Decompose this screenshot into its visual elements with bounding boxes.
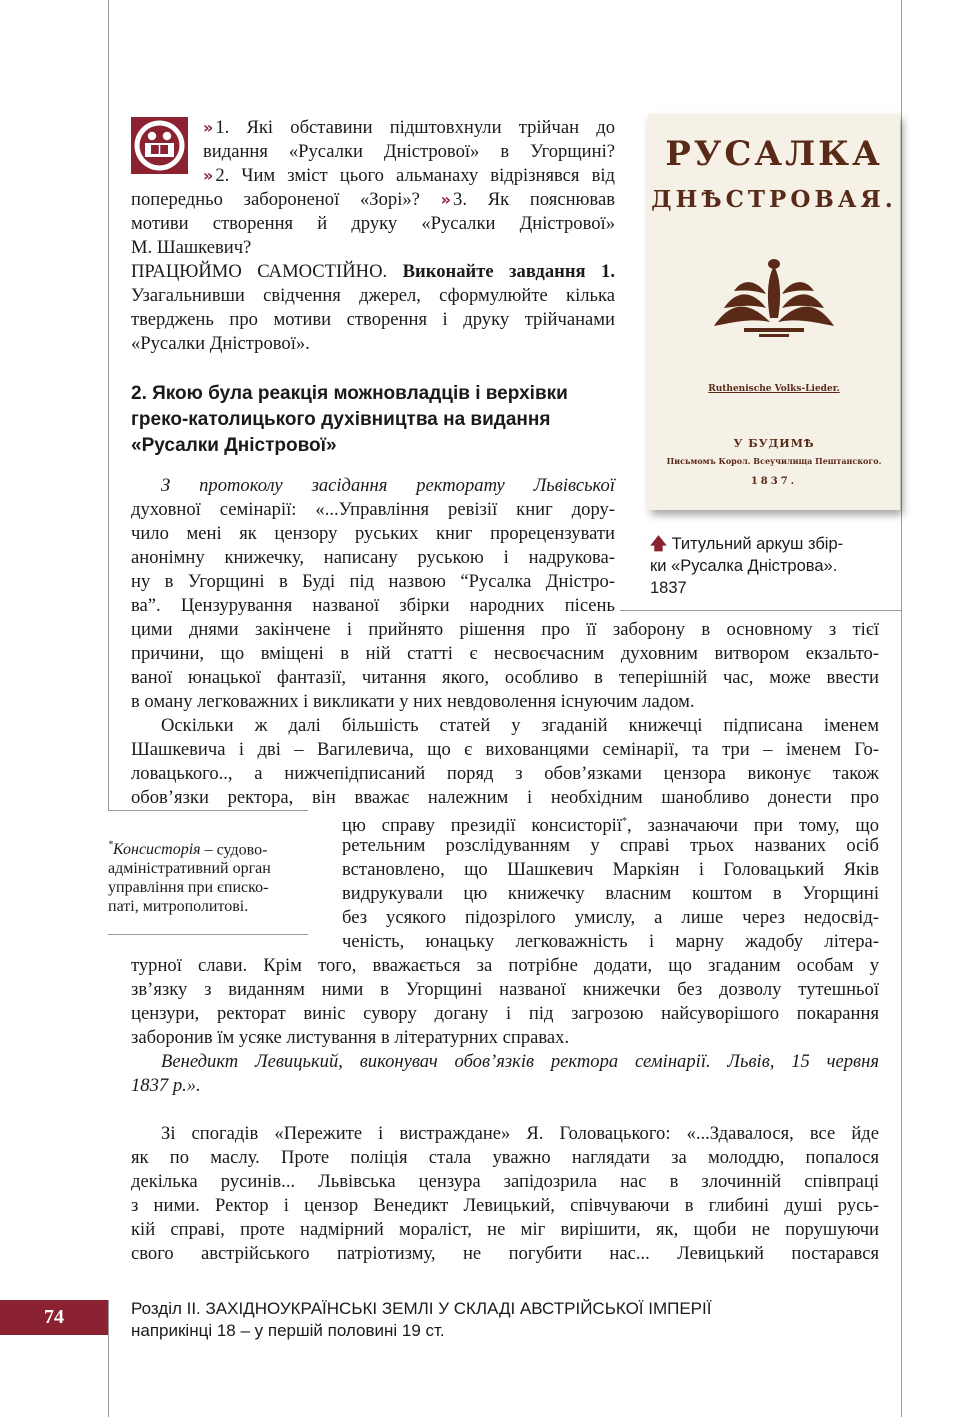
protocol-wide-line-1: цими днями закінчене і прийнято рішення про її заборону в основному з тієї [131, 619, 879, 640]
figure-caption [650, 533, 880, 599]
caption-line-1: Титульний аркуш збір- [671, 535, 844, 553]
protocol-wide [131, 618, 879, 810]
arrow-icon: » [203, 118, 212, 137]
protocol-right-line-6: ченість, юнацьку легковажність і марну жадобу літера- [342, 931, 879, 952]
footer-line-2: наприкінці 18 – у першій половині 19 ст. [131, 1321, 445, 1340]
caption-line-3: 1837 [650, 579, 687, 597]
protocol-right-line-2: ретельним розслідуванням у справі трьох названих осіб [342, 835, 879, 856]
footnote-line-3: управління при єписко- [108, 879, 269, 897]
question-1-line-1: 1. Які обставини підштовхнули трійчан до [215, 117, 615, 138]
memoir-line-1: Зі спогадів «Пережите і вистраждане» Я. Головацького: «...Здавалося, все йде [161, 1123, 879, 1144]
question-2-line-2: попередньо забороненої «Зорі»? [131, 189, 420, 210]
heading-line-2: греко-католицького духівництва на видання [131, 409, 551, 430]
heading-line-3: «Русалки Дністрової» [131, 435, 337, 456]
protocol-wide-line-6: Шашкевича і дві – Вагилевича, що є вихованцями семінарії, та три – іменем Го- [131, 739, 879, 760]
task-bold: Виконайте завдання 1. [402, 261, 615, 282]
footnote-divider-bottom [108, 934, 308, 935]
memoir-line-2: як по маслу. Проте поліція стала уважно наглядати за молоддю, попалося [131, 1147, 879, 1168]
protocol-line-3: чило мені як цензору руських книг прорецензувати [131, 523, 615, 544]
protocol-right [342, 810, 879, 954]
protocol-wide2-line-1: турної слави. Крім того, вважається за потрібне додати, що згаданим особам у [131, 955, 879, 976]
footnote-line-2: адміністративний орган [108, 860, 271, 878]
protocol-line-4: анонімну книжечку, написану руською і надрукова- [131, 547, 615, 568]
cover-subtitle: ДНѢСТРОВАЯ. [651, 186, 897, 213]
left-margin-line [108, 0, 109, 810]
footer-line-1: Розділ ІІ. ЗАХІДНОУКРАЇНСЬКІ ЗЕМЛІ У СКЛАДІ АВСТРІЙСЬКОЇ ІМПЕРІЇ [131, 1299, 712, 1318]
protocol-wide-line-4: в оману легковажних і викликати у них невдоволення існуючим ладом. [131, 691, 695, 712]
arrow-icon: » [203, 166, 212, 185]
memoir-line-5: кій справі, проте надмірний мораліст, не міг вирішити, як, щоби не порушуючи [131, 1219, 879, 1240]
protocol-right-line-4: видрукували цю книжечку власним коштом в Угорщині [342, 883, 879, 904]
running-footer [131, 1298, 891, 1342]
protocol-wide2-line-2: зв’язку з виданням ними в Угорщині названої книжечки без дозволу тутешньої [131, 979, 879, 1000]
memoir-line-3: декілька русинів... Львівська цензура запідозрила нас в злочинній співпраці [131, 1171, 879, 1192]
memoir [131, 1122, 879, 1266]
protocol-wide2-line-4: заборонив їм усяке листування в літературних справах. [131, 1027, 570, 1048]
protocol-right-line-5: без усякого підозрілого умислу, а лише через недосвід- [342, 907, 879, 928]
signature-line-2: 1837 р.». [131, 1075, 201, 1096]
signature-line-1: Венедикт Левицький, виконувач обов’язків ректора семінарії. Львів, 15 червня [161, 1051, 879, 1072]
arrow-up-icon: 🡅 [650, 535, 667, 553]
task-line-1: Узагальнивши свідчення джерел, сформулюйте кілька [131, 285, 615, 306]
right-margin-line [901, 0, 902, 1417]
left-margin-line-bottom [108, 1300, 109, 1417]
lyre-ornament [704, 256, 844, 346]
protocol-wide-2 [131, 954, 879, 1098]
cover-title: РУСАЛКА [665, 134, 883, 174]
title-page-image [648, 114, 900, 510]
memoir-line-6: свого австрійського патріотизму, не погубити нас... Левицький постарався [131, 1243, 879, 1264]
protocol-right-line-3: встановлено, що Шашкевич Маркіян і Головацький Яків [342, 859, 879, 880]
protocol-wide2-line-3: цензури, ректорат виніс сувору догану і під загрозою найсуворішого покарання [131, 1003, 879, 1024]
protocol-line-1: З протоколу засідання ректорату Львівської [161, 475, 615, 496]
footnote [108, 836, 308, 916]
caption-divider [620, 610, 901, 611]
footnote-divider-top [108, 810, 308, 811]
footnote-line-1: *Консисторія – судово- [108, 840, 268, 859]
protocol-wide-line-2: причини, що вміщені в ній статті є несвоєчасним духовним витвором екзальто- [131, 643, 879, 664]
task-block [131, 260, 615, 356]
protocol-line-6: ва”. Цензурування названої збірки народних пісень [131, 595, 615, 616]
cover-city: У БУДИМѢ [733, 437, 815, 450]
cover-printer: Письмомъ Корол. Всеучилища Пештанского. [666, 456, 882, 466]
protocol-wide-line-3: ваної юнацької фантазії, читання якого, особливо в теперішній час, може ввести [131, 667, 879, 688]
question-3-line-3: М. Шашкевич? [131, 237, 252, 258]
task-label: ПРАЦЮЙМО САМОСТІЙНО. [131, 261, 388, 282]
page-number: 74 [0, 1300, 108, 1335]
questions-block [131, 116, 615, 260]
cover-subhead: Ruthenische Volks-Lieder. [708, 384, 840, 394]
arrow-icon: » [440, 190, 450, 209]
protocol-wide-line-5: Оскільки ж далі більшість статей у згаданій книжечці підписана іменем [161, 715, 879, 736]
protocol-right-line-1: цю справу президії консисторії*, зазначаючи при тому, що [342, 815, 879, 837]
question-3-line-1: 3. Як пояснював [453, 189, 615, 210]
protocol-wide-line-7: ловацького.., а нижчепідписаний поряд з обов’язками цензора виконує також [131, 763, 879, 784]
cover-year: 1837. [750, 476, 798, 487]
heading-line-1: 2. Якою була реакція можновладців і верхівки [131, 383, 568, 404]
footnote-line-4: паті, митрополитові. [108, 898, 249, 916]
protocol-line-2: духовної семінарії: «...Управління ревізії книг дору- [131, 499, 615, 520]
task-line-2: тверджень про мотиви створення і друку трійчанами [131, 309, 615, 330]
protocol-wide-line-8: обов’язки ректора, він вважає належним і необхідним шанобливо донести про [131, 787, 879, 808]
section-heading [131, 381, 615, 459]
protocol-line-5: ну в Угорщині в Буді під назвою “Русалка Дністро- [131, 571, 615, 592]
question-3-line-2: мотиви створення й друку «Русалки Дністрової» [131, 213, 615, 234]
caption-line-2: ки «Русалка Дністрова». [650, 557, 838, 575]
task-line-3: «Русалки Дністрової». [131, 333, 310, 354]
memoir-line-4: з ними. Ректор і цензор Венедикт Левицький, співчуваючи в глибині душі русь- [131, 1195, 879, 1216]
protocol-narrow [131, 474, 615, 618]
question-1-line-2: видання «Русалки Дністрової» в Угорщині? [203, 141, 615, 162]
question-2-line-1: 2. Чим зміст цього альманаху відрізнявся від [215, 165, 615, 186]
